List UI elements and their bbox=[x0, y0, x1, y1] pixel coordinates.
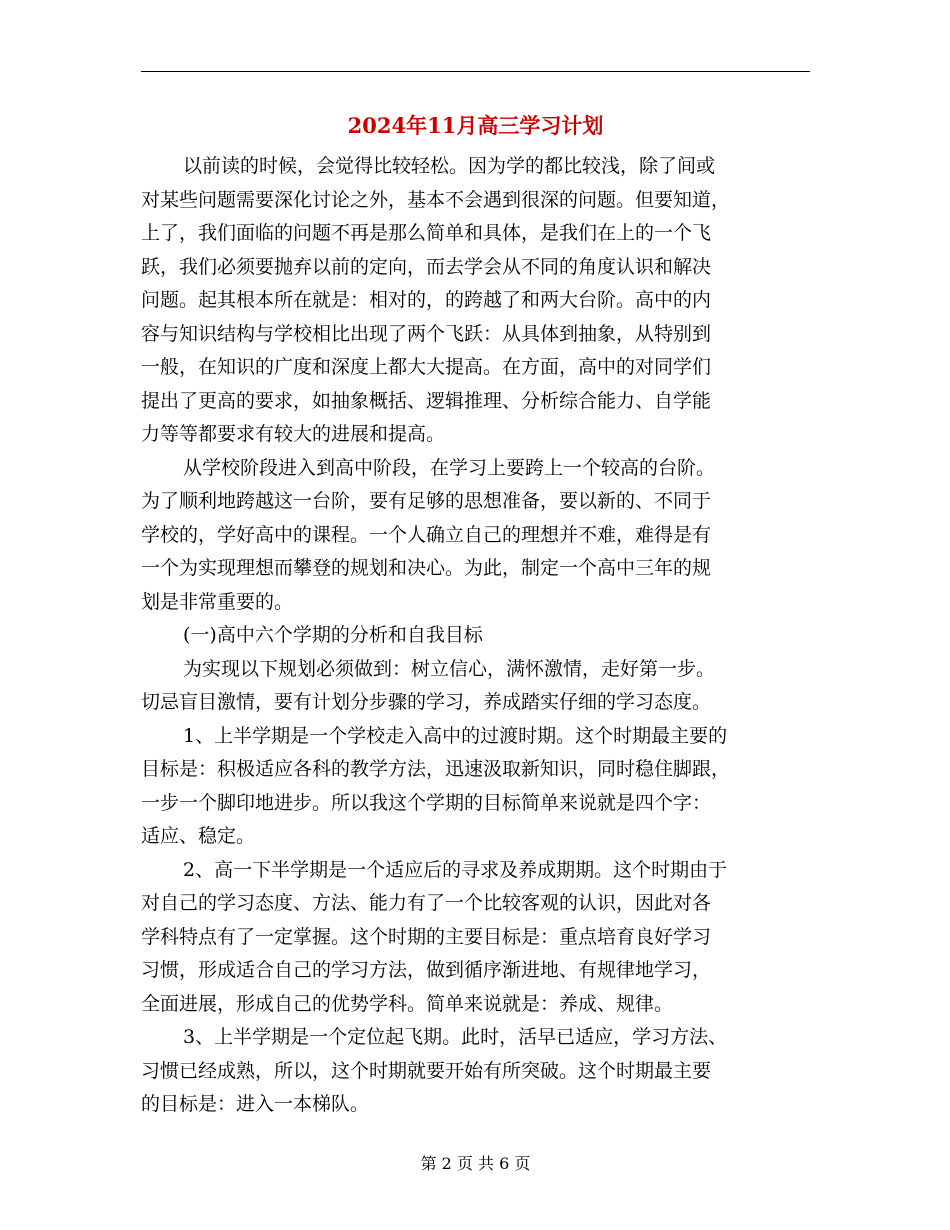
paragraph-line: 切忌盲目激情，要有计划分步骤的学习，养成踏实仔细的学习态度。 bbox=[141, 691, 712, 713]
paragraph-line: 目标是：积极适应各科的教学方法，迅速汲取新知识，同时稳住脚跟， bbox=[141, 758, 731, 780]
document-body bbox=[141, 150, 810, 1122]
paragraph-line: 对某些问题需要深化讨论之外，基本不会遇到很深的问题。但要知道， bbox=[141, 188, 731, 211]
paragraph-line: 习惯已经成熟，所以，这个时期就要开始有所突破。这个时期最主要 bbox=[141, 1059, 712, 1082]
paragraph-line: 力等等都要求有较大的进展和提高。 bbox=[141, 423, 446, 445]
paragraph-line: 为了顺利地跨越这一台阶，要有足够的思想准备，要以新的、不同于 bbox=[141, 490, 712, 512]
paragraph-line: 跃，我们必须要抛弃以前的定向，而去学会从不同的角度认识和解决 bbox=[141, 255, 712, 278]
paragraph-line: 学校的，学好高中的课程。一个人确立自己的理想并不难，难得是有 bbox=[141, 523, 712, 546]
section-heading-text: (一)高中六个学期的分析和自我目标 bbox=[183, 624, 483, 646]
paragraph-line: 容与知识结构与学校相比出现了两个飞跃：从具体到抽象，从特别到 bbox=[141, 322, 712, 345]
paragraph-line: 学科特点有了一定掌握。这个时期的主要目标是：重点培育良好学习 bbox=[141, 925, 712, 948]
paragraph-5 bbox=[141, 854, 810, 1022]
paragraph-line: 习惯，形成适合自己的学习方法，做到循序渐进地、有规律地学习， bbox=[141, 959, 712, 981]
paragraph-line: 划是非常重要的。 bbox=[141, 590, 294, 613]
paragraph-line: 适应、稳定。 bbox=[141, 825, 256, 847]
paragraph-line: 上了，我们面临的问题不再是那么简单和具体，是我们在上的一个飞 bbox=[141, 222, 712, 244]
paragraph-line: 的目标是：进入一本梯队。 bbox=[141, 1093, 370, 1115]
header-rule bbox=[141, 71, 810, 72]
paragraph-line: 以前读的时候，会觉得比较轻松。因为学的都比较浅，除了间或 bbox=[183, 155, 716, 177]
section-heading bbox=[141, 619, 810, 653]
paragraph-line: 对自己的学习态度、方法、能力有了一个比较客观的认识，因此对各 bbox=[141, 892, 712, 914]
paragraph-2 bbox=[141, 452, 810, 620]
paragraph-line: 从学校阶段进入到高中阶段，在学习上要跨上一个较高的台阶。 bbox=[183, 456, 716, 479]
paragraph-6 bbox=[141, 1021, 810, 1122]
paragraph-line: 问题。起其根本所在就是：相对的，的跨越了和两大台阶。高中的内 bbox=[141, 289, 712, 311]
paragraph-line: 为实现以下规划必须做到：树立信心，满怀激情，走好第一步。 bbox=[183, 657, 716, 680]
paragraph-line: 全面进展，形成自己的优势学科。简单来说就是：养成、规律。 bbox=[141, 992, 674, 1015]
paragraph-line: 一步一个脚印地进步。所以我这个学期的目标简单来说就是四个字： bbox=[141, 791, 712, 814]
document-title: 2024年11月高三学习计划 bbox=[347, 113, 604, 138]
paragraph-line: 一般，在知识的广度和深度上都大大提高。在方面，高中的对同学们 bbox=[141, 356, 712, 378]
paragraph-line: 一个为实现理想而攀登的规划和决心。为此，制定一个高中三年的规 bbox=[141, 557, 712, 579]
paragraph-line: 2、高一下半学期是一个适应后的寻求及养成期期。这个时期由于 bbox=[183, 858, 728, 881]
paragraph-line: 1、上半学期是一个学校走入高中的过渡时期。这个时期最主要的 bbox=[183, 724, 728, 747]
paragraph-1 bbox=[141, 150, 810, 452]
paragraph-line: 提出了更高的要求，如抽象概括、逻辑推理、分析综合能力、自学能 bbox=[141, 389, 712, 412]
paragraph-line: 3、上半学期是一个定位起飞期。此时，活早已适应，学习方法、 bbox=[183, 1026, 728, 1048]
page-number-footer: 第 2 页 共 6 页 bbox=[420, 1154, 531, 1173]
paragraph-4 bbox=[141, 720, 810, 854]
paragraph-3 bbox=[141, 653, 810, 720]
